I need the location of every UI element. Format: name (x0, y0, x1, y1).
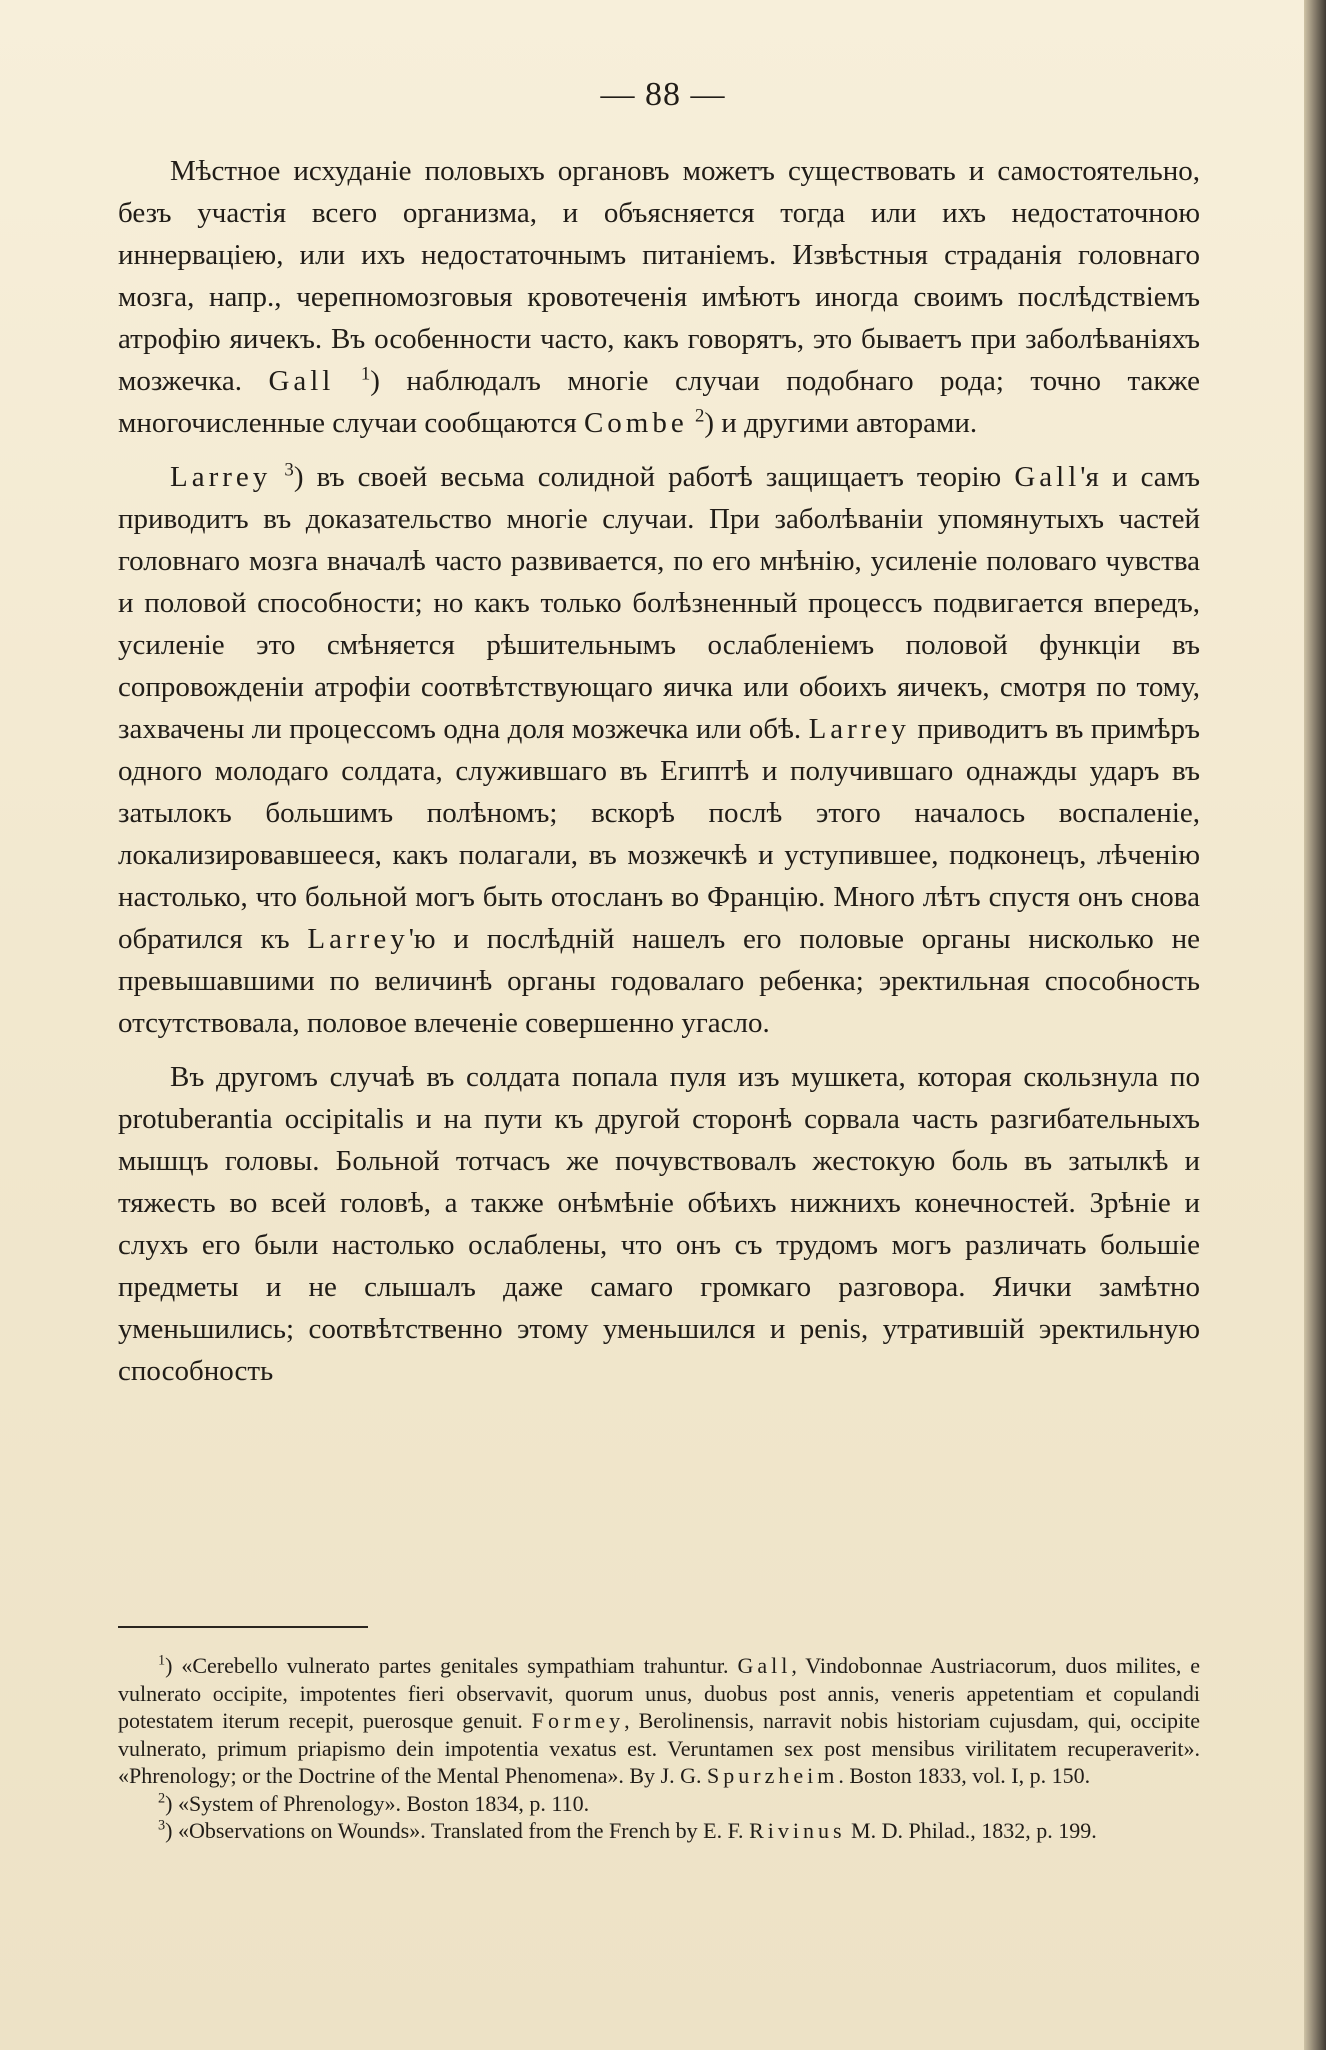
text-run: ) наблюдалъ многіе случаи подобнаго рода; точно также многочисленные случаи сообщаются (118, 365, 1201, 439)
text-run: ) «Cerebello vulnerato partes genitales sympathiam trahuntur. (165, 1653, 738, 1678)
page-number: — 88 — (600, 76, 726, 113)
footnote-marker: 3 (284, 459, 294, 481)
text-run (334, 365, 360, 397)
author-name: Combe (583, 407, 688, 439)
text-run: 'ю и послѣдній нашелъ его половые органы нисколько не превышавшими по величинѣ органы годовалаго ребенка; эректильная способность отсутствовала, половое влеченіе совершенно угасло. (118, 923, 1200, 1039)
text-run: ) и другими авторами. (704, 407, 978, 439)
text-run: , Vindobonnae Austriacorum, duos milites, e vulnerato occipite, impotentes fieri observavit, quorum unus, duobus post annis, veneris appetentiam et copulandi potestatem iterum recepit, puerosque genuit. (118, 1653, 1201, 1733)
footnote (118, 1817, 1200, 1845)
text-run: Въ другомъ случаѣ въ солдата попала пуля изъ мушкета, которая скользнула по protuberantia occipitalis и на пути къ другой сторонѣ сорвала часть разгибательныхъ мышцъ головы. Больной тотчасъ же почувствовалъ жестокую боль въ затылкѣ и тяжесть во всей головѣ, а также онѣмѣніе обѣихъ нижнихъ конечностей. Зрѣніе и слухъ его были настолько ослаблены, что онъ съ трудомъ могъ различать большіе предметы и не слышалъ даже самаго громкаго разговора. Яички замѣтно уменьшились; соотвѣтственно этому уменьшился и penis, утратившій эректильную способность (118, 1061, 1200, 1387)
paragraph (118, 150, 1200, 444)
paragraph (118, 456, 1200, 1044)
author-name: Larrey (808, 713, 910, 745)
footnote-marker: 2 (158, 1790, 166, 1807)
author-name: Spurzheim (707, 1763, 839, 1788)
footnote-marker: 1 (158, 1652, 166, 1669)
author-name: Formey (531, 1708, 625, 1733)
footnote (118, 1652, 1200, 1790)
author-name: Larrey (307, 923, 409, 955)
text-run: Мѣстное исхуданіе половыхъ органовъ можетъ существовать и самостоятельно, безъ участія всего организма, и объясняется тогда или ихъ недостаточною иннерваціею, или ихъ недостаточнымъ питаніемъ. Извѣстныя страданія головнаго мозга, напр., черепномозговыя кровотеченія имѣютъ иногда своимъ послѣдствіемъ атрофію яичекъ. Въ особенности часто, какъ говорятъ, это бываетъ при заболѣваніяхъ мозжечка. (118, 155, 1200, 397)
footnote-separator (118, 1626, 368, 1628)
body-text (118, 150, 1200, 1404)
text-run: ) въ своей весьма солидной работѣ защищаетъ теорію (293, 461, 1015, 493)
author-name: Gall (1014, 461, 1081, 493)
text-run: ) «Observations on Wounds». Translated from the French by E. F. (165, 1818, 750, 1843)
text-run (271, 461, 284, 493)
text-run: ) «System of Phrenology». Boston 1834, p. 110. (165, 1790, 590, 1816)
paragraph (118, 1056, 1200, 1392)
text-run: 'я и самъ приводитъ въ доказательство многіе случаи. При заболѣваніи упомянутыхъ частей головнаго мозга вначалѣ часто развивается, по его мнѣнію, усиленіе половаго чувства и половой способности; но какъ только болѣзненный процессъ подвигается впередъ, усиленіе это смѣняется рѣшительнымъ ослабленіемъ половой функціи въ сопровожденіи атрофіи соотвѣтствующаго яичка или обоихъ яичекъ, смотря по тому, захвачены ли процессомъ одна доля мозжечка или обѣ. (118, 461, 1201, 745)
author-name: Rivinus (749, 1818, 846, 1843)
page-edge-shadow (1304, 0, 1326, 2050)
text-run (688, 407, 695, 439)
author-name: Larrey (170, 461, 272, 493)
text-run: M. D. Philad., 1832, p. 199. (845, 1818, 1097, 1843)
text-run: , Berolinensis, narravit nobis historiam cujusdam, qui, occipite vulnerato, primum priapismo dein impotentia vexatus est. Veruntamen sex post mensibus virilitatem recuperaverit». «Phrenology; or the Doctrine of the Mental Phenomena». By J. G. (118, 1708, 1201, 1788)
footnote (118, 1790, 1200, 1818)
author-name: Gall (268, 365, 335, 397)
footnotes (118, 1652, 1200, 1845)
author-name: Gall (737, 1653, 792, 1678)
text-run: приводитъ въ примѣръ одного молодаго солдата, служившаго въ Египтѣ и получившаго однажды ударъ въ затылокъ большимъ полѣномъ; вскорѣ послѣ этого началось воспаленіе, локализировавшееся, какъ полагали, въ мозжечкѣ и уступившее, подконецъ, лѣченію настолько, что больной могъ быть отосланъ во Францію. Много лѣтъ спустя онъ снова обратился къ (118, 713, 1200, 955)
footnote-marker: 3 (158, 1817, 166, 1834)
footnote-marker: 2 (694, 405, 705, 427)
footnote-marker: 1 (360, 363, 371, 385)
text-run: . Boston 1833, vol. I, p. 150. (838, 1763, 1091, 1788)
